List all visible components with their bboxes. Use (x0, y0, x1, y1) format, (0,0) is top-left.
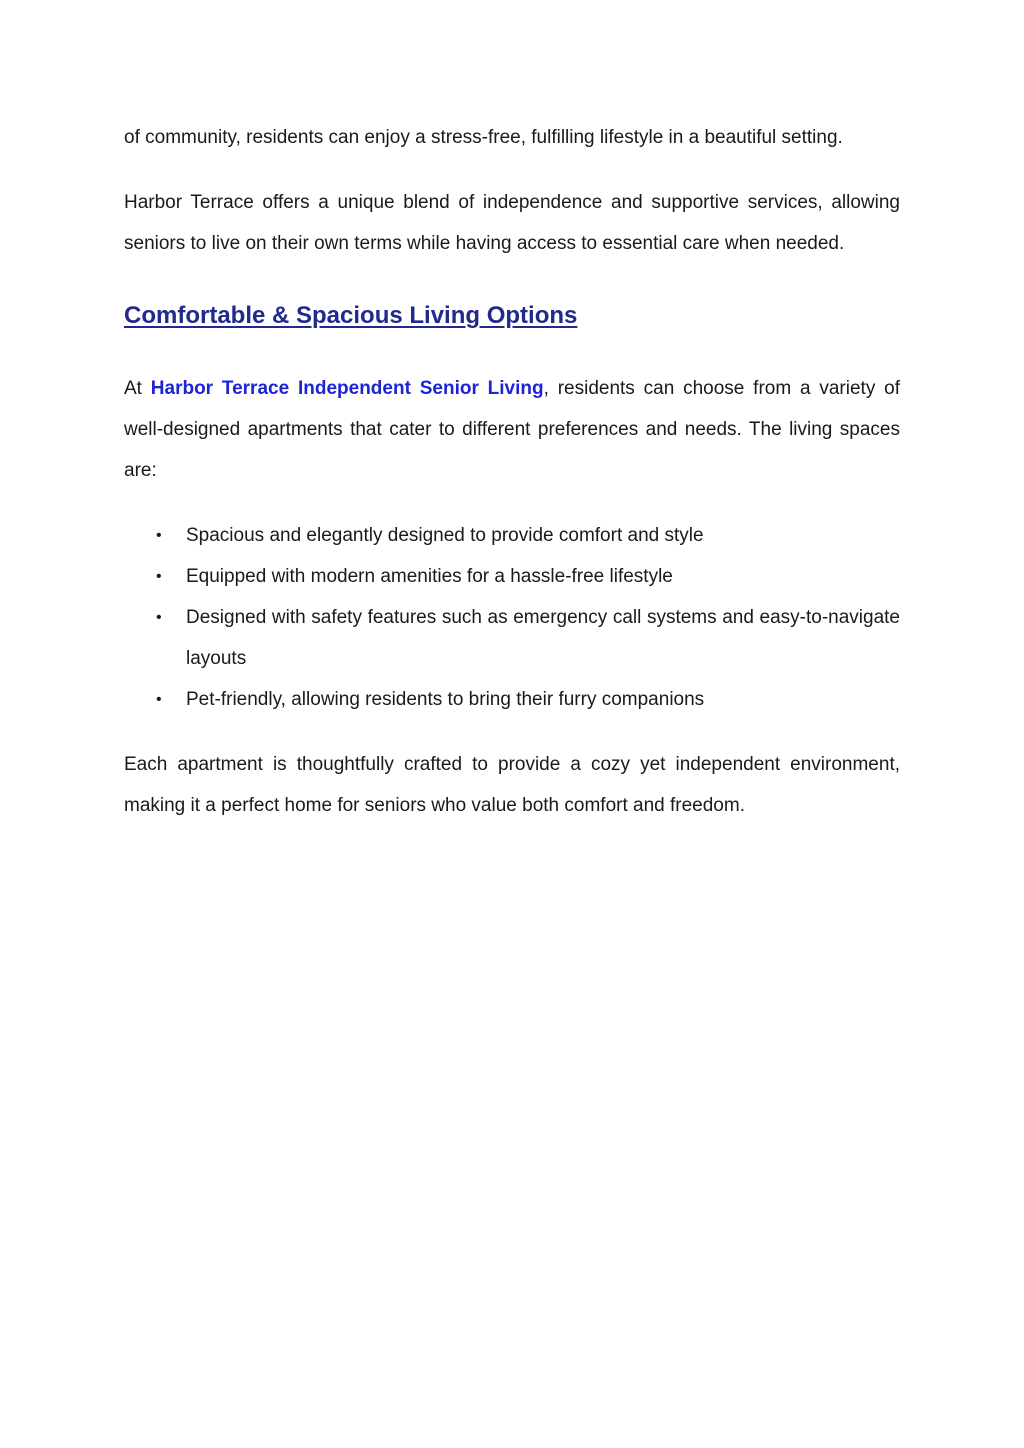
section-intro-paragraph (124, 368, 900, 491)
intro-paragraph-1: of community, residents can enjoy a stress-free, fulfilling lifestyle in a beautiful setting. (124, 127, 843, 148)
closing-paragraph: Each apartment is thoughtfully crafted to provide a cozy yet independent environment, making it a perfect home for seniors who value both comfort and freedom. (124, 754, 900, 816)
document-page (124, 117, 900, 826)
list-item-text: Spacious and elegantly designed to provide comfort and style (186, 525, 704, 546)
intro-paragraph-2: Harbor Terrace offers a unique blend of independence and supportive services, allowing seniors to live on their own terms while having access to essential care when needed. (124, 192, 900, 254)
list-item (156, 556, 900, 597)
list-item-text: Equipped with modern amenities for a hassle-free lifestyle (186, 566, 673, 587)
list-item (156, 679, 900, 720)
bullet-icon: • (156, 527, 162, 544)
features-list (124, 515, 900, 720)
para-suffix: , residents can choose from a variety of well-designed apartments that cater to different preferences and needs. The living spaces are: (124, 378, 900, 481)
bullet-icon: • (156, 691, 162, 708)
para-prefix: At (124, 378, 151, 399)
brand-link[interactable]: Harbor Terrace Independent Senior Living (150, 378, 544, 399)
list-item-text: Designed with safety features such as emergency call systems and easy-to-navigate layouts (186, 607, 900, 669)
section-heading[interactable]: Comfortable & Spacious Living Options (124, 302, 578, 329)
bullet-icon: • (156, 568, 162, 585)
list-item (156, 515, 900, 556)
list-item (156, 597, 900, 679)
list-item-text: Pet-friendly, allowing residents to bring their furry companions (186, 689, 705, 710)
bullet-icon: • (156, 609, 162, 626)
